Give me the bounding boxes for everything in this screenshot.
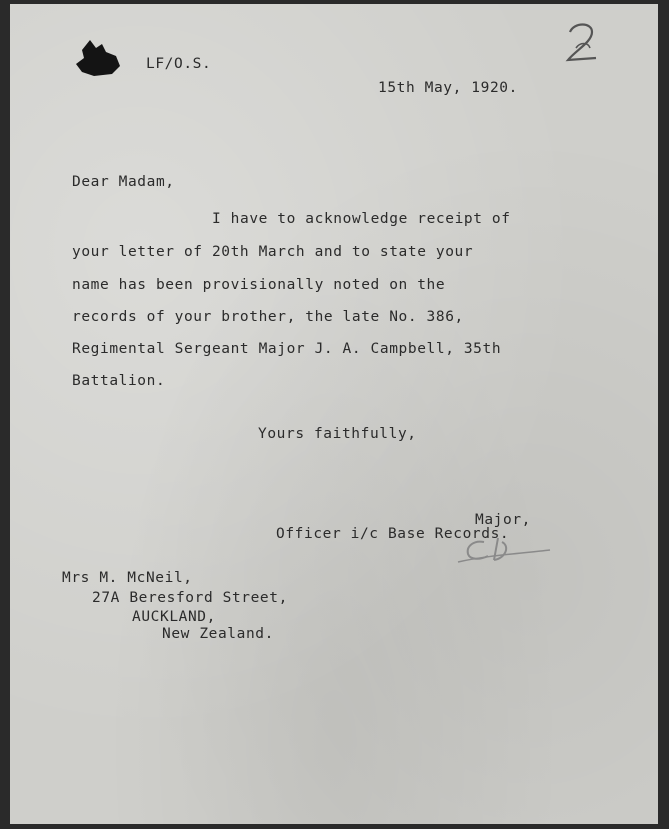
signatory-rank: Major,	[475, 512, 531, 528]
initials-handwritten	[454, 532, 554, 568]
letter-page	[10, 4, 658, 824]
body-line: name has been provisionally noted on the	[72, 277, 446, 293]
reference-code: LF/O.S.	[146, 56, 212, 72]
address-line: 27A Beresford Street,	[92, 590, 288, 606]
body-line: I have to acknowledge receipt of	[212, 211, 511, 227]
address-line: Mrs M. McNeil,	[62, 570, 193, 586]
body-line: Regimental Sergeant Major J. A. Campbell, 35th	[72, 341, 502, 357]
ink-blot	[72, 34, 124, 80]
corner-mark-handwritten	[562, 18, 606, 70]
body-line: Battalion.	[72, 373, 166, 389]
body-line: records of your brother, the late No. 386,	[72, 309, 464, 325]
closing: Yours faithfully,	[258, 426, 417, 442]
body-line: your letter of 20th March and to state your	[72, 244, 474, 260]
signatory-title: Officer i/c Base Records.	[276, 526, 510, 542]
address-line: New Zealand.	[162, 626, 274, 642]
address-line: AUCKLAND,	[132, 609, 216, 625]
letter-date: 15th May, 1920.	[378, 80, 518, 96]
salutation: Dear Madam,	[72, 174, 175, 190]
